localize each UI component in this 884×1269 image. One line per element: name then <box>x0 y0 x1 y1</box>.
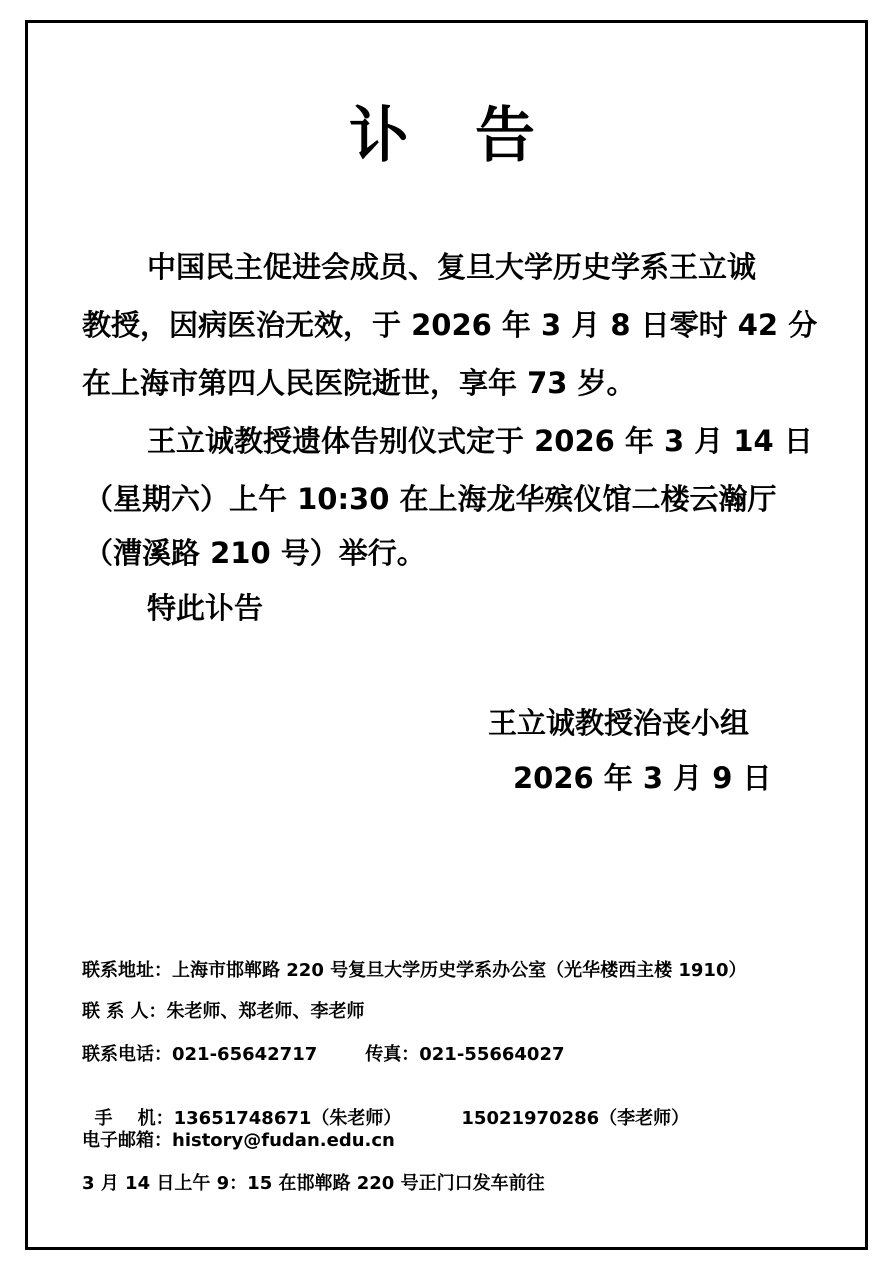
mobile-value-1: 13651748671（朱老师） <box>173 1108 402 1129</box>
title-char-2: 告 <box>475 101 535 171</box>
contact-persons <box>82 997 365 1023</box>
notice-title <box>0 88 884 174</box>
body-line-6: （漕溪路 210 号）举行。 <box>84 536 426 570</box>
phone-label: 联系电话： <box>82 1044 172 1065</box>
email-label: 电子邮箱： <box>82 1130 172 1151</box>
signature-org: 王立诚教授治丧小组 <box>488 706 750 740</box>
contact-address <box>82 956 746 982</box>
persons-value: 朱老师、郑老师、李老师 <box>166 1001 365 1022</box>
persons-label: 联 系 人： <box>82 1001 167 1022</box>
body-line-3: 在上海市第四人民医院逝世，享年 73 岁。 <box>82 366 636 400</box>
body-line-4: 王立诚教授遗体告别仪式定于 2026 年 3 月 14 日 <box>147 424 813 458</box>
contact-phone <box>82 1040 565 1066</box>
mobile-value-2: 15021970286（李老师） <box>461 1108 690 1129</box>
phone-value: 021-65642717 <box>172 1044 318 1065</box>
body-line-5: （星期六）上午 10:30 在上海龙华殡仪馆二楼云瀚厅 <box>84 482 777 516</box>
contact-mobile <box>82 1083 689 1130</box>
email-value[interactable]: history@fudan.edu.cn <box>172 1130 395 1151</box>
contact-email <box>82 1126 395 1152</box>
mobile-label: 手 机： <box>94 1108 174 1129</box>
bus-note: 3 月 14 日上午 9：15 在邯郸路 220 号正门口发车前往 <box>82 1173 545 1194</box>
fax-label: 传真： <box>365 1044 420 1065</box>
signature-date: 2026 年 3 月 9 日 <box>513 761 772 795</box>
address-value: 上海市邯郸路 220 号复旦大学历史学系办公室（光华楼西主楼 1910） <box>172 960 747 981</box>
body-line-2: 教授，因病医治无效，于 2026 年 3 月 8 日零时 42 分 <box>82 308 818 342</box>
body-line-7: 特此讣告 <box>147 591 264 625</box>
body-line-1: 中国民主促进会成员、复旦大学历史学系王立诚 <box>147 250 757 284</box>
fax-value: 021-55664027 <box>419 1044 565 1065</box>
title-char-1: 讣 <box>349 101 409 171</box>
address-label: 联系地址： <box>82 960 172 981</box>
